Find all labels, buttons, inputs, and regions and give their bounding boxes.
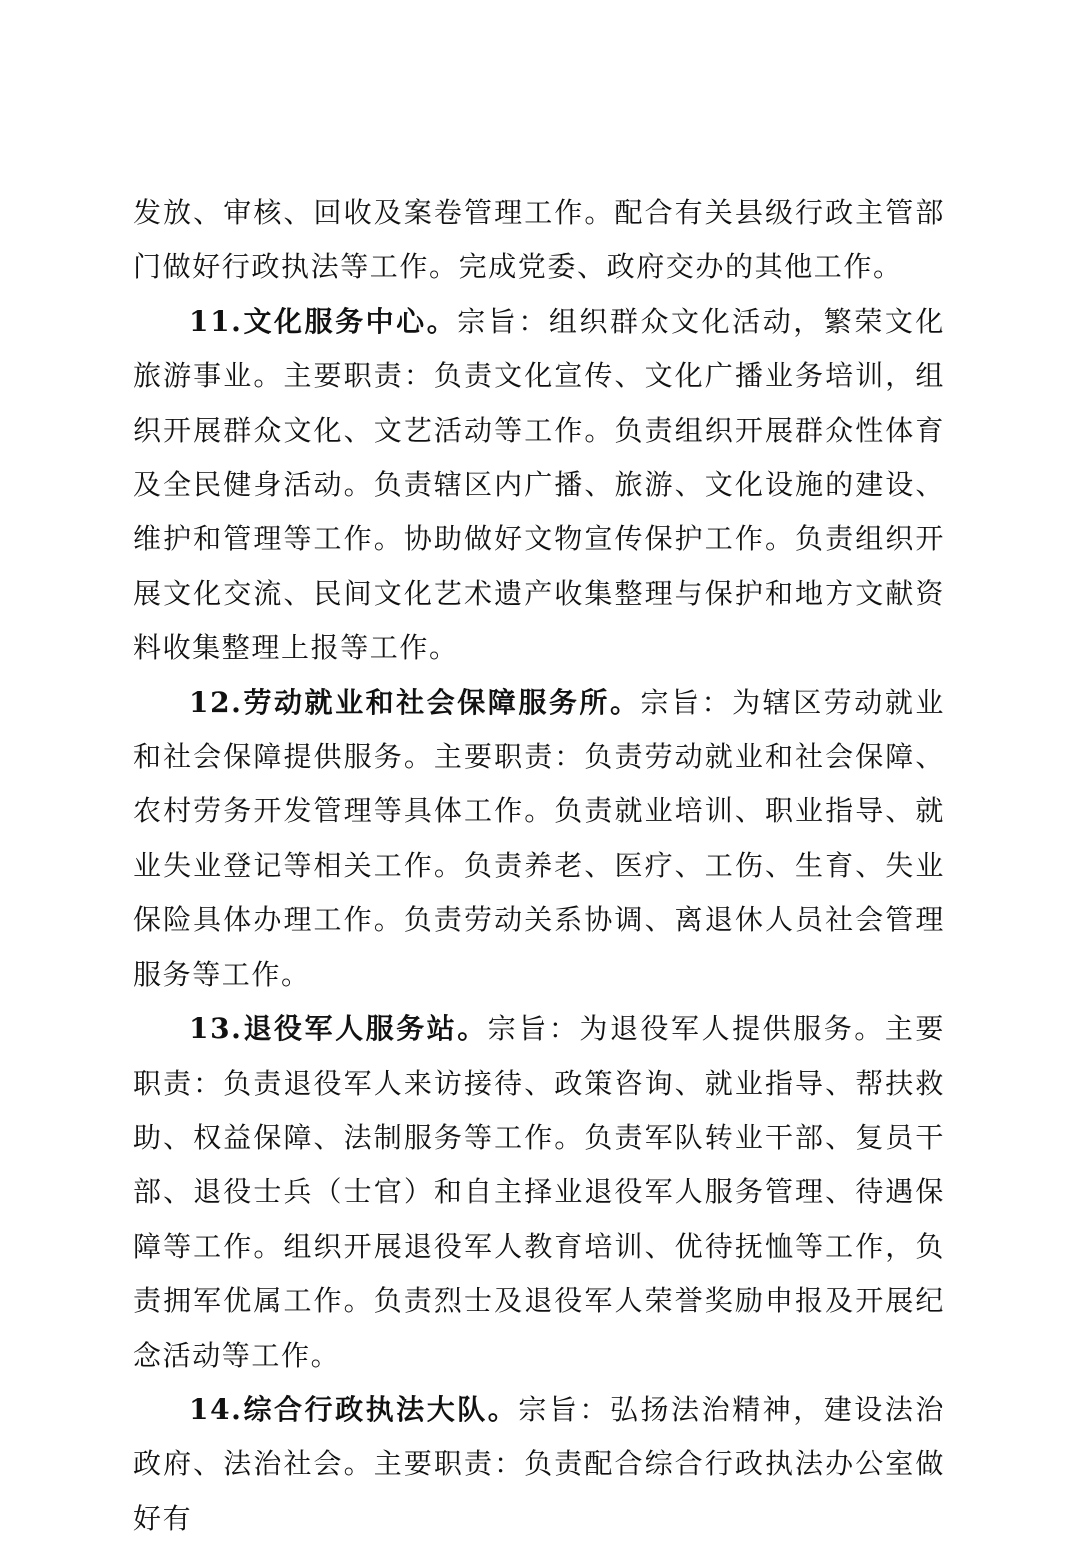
section-heading: 11.文化服务中心。 xyxy=(189,304,458,338)
paragraph-continuation xyxy=(133,186,945,295)
section-heading: 13.退役军人服务站。 xyxy=(189,1012,488,1046)
paragraph-text: 宗旨：为辖区劳动就业和社会保障提供服务。主要职责：负责劳动就业和社会保障、农村劳务开发管理等具体工作。负责就业培训、职业指导、就业失业登记等相关工作。负责养老、医疗、工伤、生育、失业保险具体办理工作。负责劳动关系协调、离退休人员社会管理服务等工作。 xyxy=(133,685,945,991)
paragraph-culture-service-center xyxy=(133,295,945,676)
paragraph-text: 宗旨：组织群众文化活动，繁荣文化旅游事业。主要职责：负责文化宣传、文化广播业务培训，组织开展群众文化、文艺活动等工作。负责组织开展群众性体育及全民健身活动。负责辖区内广播、旅游、文化设施的建设、维护和管理等工作。协助做好文物宣传保护工作。负责组织开展文化交流、民间文化艺术遗产收集整理与保护和地方文献资料收集整理上报等工作。 xyxy=(133,304,946,665)
paragraph-text: 发放、审核、回收及案卷管理工作。配合有关县级行政主管部门做好行政执法等工作。完成党委、政府交办的其他工作。 xyxy=(133,196,945,284)
paragraph-law-enforcement-brigade xyxy=(133,1383,945,1546)
document-body xyxy=(133,186,945,1546)
section-heading: 12.劳动就业和社会保障服务所。 xyxy=(189,685,641,719)
section-heading: 14.综合行政执法大队。 xyxy=(189,1392,519,1426)
paragraph-text: 宗旨：弘扬法治精神，建设法治政府、法治社会。主要职责：负责配合综合行政执法办公室做好有 xyxy=(133,1392,945,1535)
paragraph-labor-employment-office xyxy=(133,676,945,1002)
paragraph-text: 宗旨：为退役军人提供服务。主要职责：负责退役军人来访接待、政策咨询、就业指导、帮扶救助、权益保障、法制服务等工作。负责军队转业干部、复员干部、退役士兵（士官）和自主择业退役军人服务管理、待遇保障等工作。组织开展退役军人教育培训、优待抚恤等工作，负责拥军优属工作。负责烈士及退役军人荣誉奖励申报及开展纪念活动等工作。 xyxy=(133,1012,945,1372)
paragraph-veterans-service-station xyxy=(133,1002,945,1383)
